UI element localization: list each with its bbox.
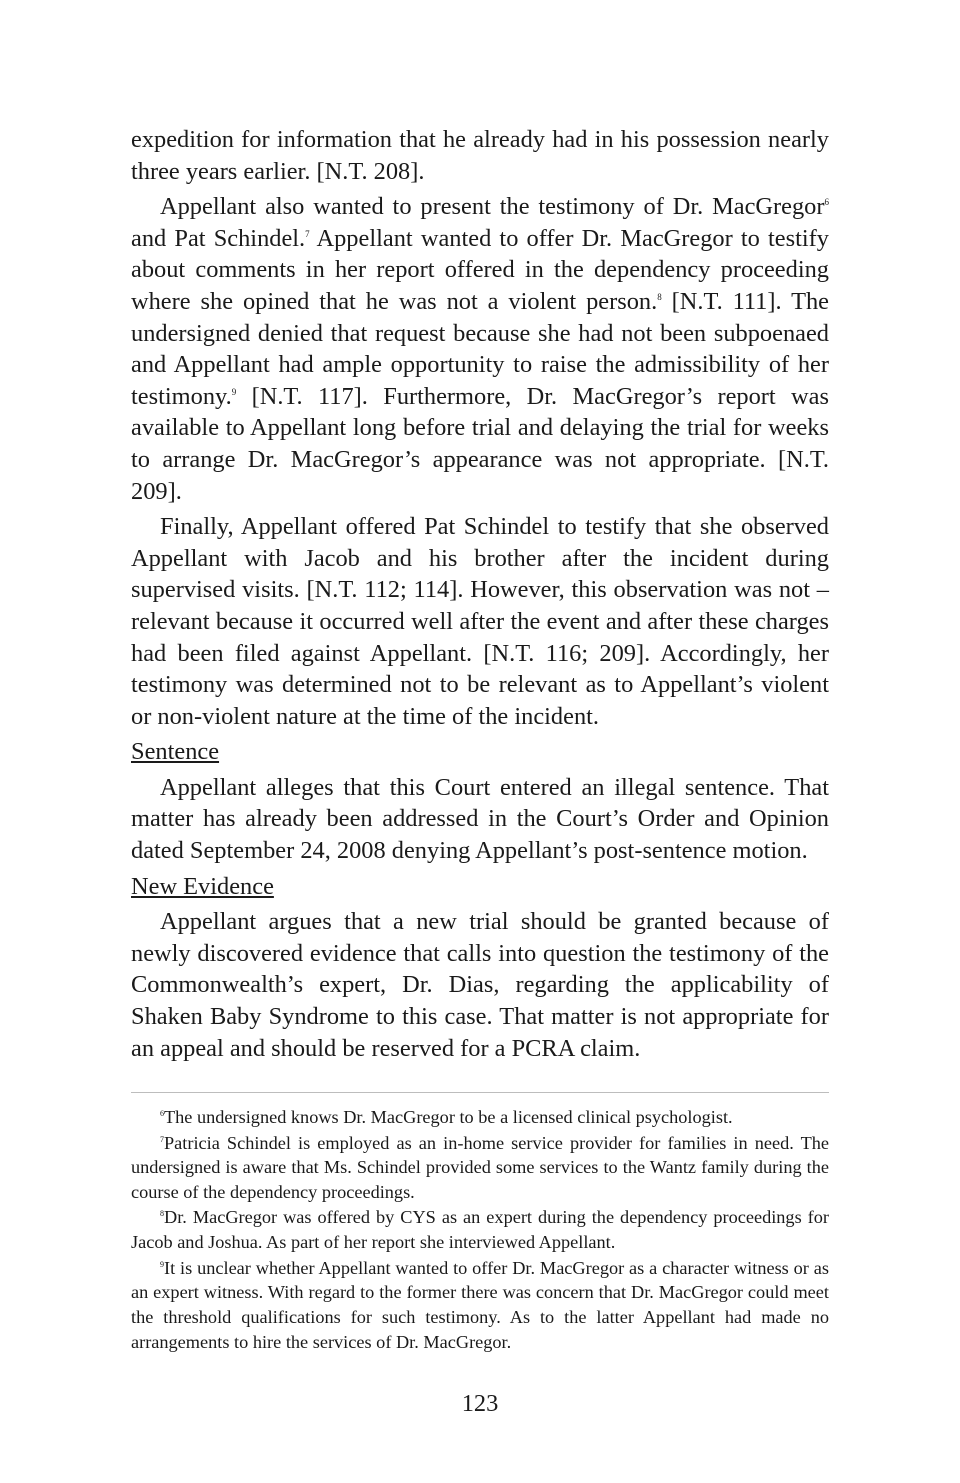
paragraph-text: and Pat Schindel. [131,224,306,252]
paragraph-text: Appellant wanted to offer Dr. MacGregor to testify about comments in her report offered in the dependency proceeding where she opined that he was not a violent person. [131,224,829,315]
paragraph-continuation: expedition for information that he already had in his possession nearly three years earlier. [N.T. 208]. [131,126,829,185]
section-heading-sentence: Sentence [131,738,220,766]
footnote-number: 8 [160,1209,164,1219]
footnote-9 [131,1256,829,1355]
footnote-text: Dr. MacGregor was offered by CYS as an expert during the dependency proceedings for Jacob and Joshua. As part of her report she interviewed Appellant. [131,1207,829,1253]
footnote-7 [131,1131,829,1205]
footnote-6 [131,1105,829,1130]
footnote-8 [131,1205,829,1255]
footnote-ref-6: 6 [824,197,829,208]
footnote-ref-9: 9 [231,386,237,397]
page-number: 123 [461,1390,499,1417]
document-page [131,124,829,1355]
paragraph-text: [N.T. 111]. The undersigned denied that request because she had not been subpoenaed and Appellant had ample opportunity to raise the admissibility of her testimony. [131,287,829,410]
paragraph-schindel-testimony: Finally, Appellant offered Pat Schindel to testify that she observed Appellant with Jacob and his brother after the incident during supervised visits. [N.T. 112; 114]. However, this observation was not –relevant because it occurred well after the event and after these charges had been filed against Appellant. [N.T. 116; 209]. Accordingly, her testimony was determined not to be relevant as to Appellant’s violent or non-violent nature at the time of the incident. [131,513,829,730]
paragraph-sentence: Appellant alleges that this Court entered an illegal sentence. That matter has already been addressed in the Court’s Order and Opinion dated September 24, 2008 denying Appellant’s post-sentence motion. [131,773,829,865]
footnote-ref-8: 8 [657,291,662,302]
body-text [131,124,829,1064]
footnote-text: It is unclear whether Appellant wanted to offer Dr. MacGregor as a character witness or as an expert witness. With regard to the former there was concern that Dr. MacGregor could meet the threshold qualifications for such testimony. As to the latter Appellant had made no arrangements to hire the services of Dr. MacGregor. [131,1257,829,1352]
paragraph-text: Appellant also wanted to present the testimony of Dr. MacGregor [160,193,825,221]
footnote-number: 7 [160,1134,164,1144]
footnote-text: The undersigned knows Dr. MacGregor to be a licensed clinical psychologist. [164,1107,733,1128]
paragraph-new-evidence: Appellant argues that a new trial should be granted because of newly discovered evidence that calls into question the testimony of the Commonwealth’s expert, Dr. Dias, regarding the applicability of Shaken Baby Syndrome to this case. That matter is not appropriate for an appeal and should be reserved for a PCRA claim. [131,908,829,1062]
footnote-divider [131,1092,829,1093]
paragraph-macgregor-testimony [131,191,829,507]
footnote-number: 6 [160,1109,164,1119]
section-heading-new-evidence: New Evidence [131,872,274,900]
footnote-text: Patricia Schindel is employed as an in-home service provider for families in need. The undersigned is aware that Ms. Schindel provided some services to the Wantz family during the course of the dependency proceedings. [131,1132,829,1203]
footnote-number: 9 [160,1259,164,1269]
footnotes [131,1105,829,1354]
footnote-ref-7: 7 [305,228,310,239]
paragraph-text: [N.T. 117]. Furthermore, Dr. MacGregor’s report was available to Appellant long before trial and delaying the trial for weeks to arrange Dr. MacGregor’s appearance was not appropriate. [N.T. 209]. [131,382,829,505]
